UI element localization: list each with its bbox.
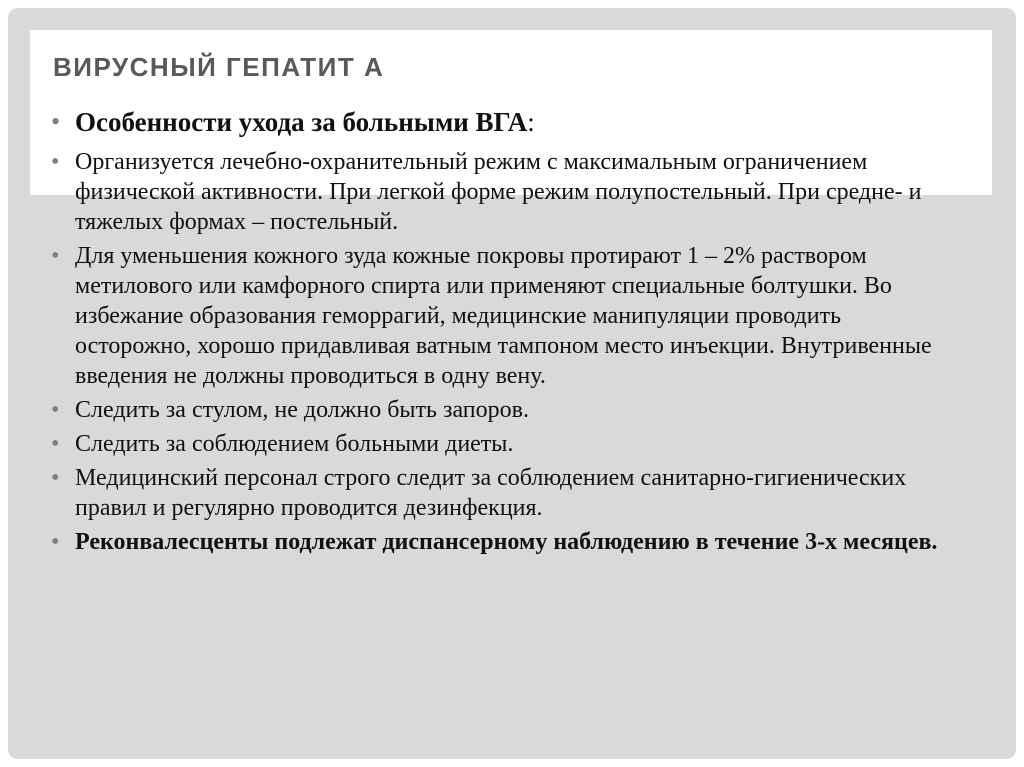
item-text: Медицинский персонал строго следит за соблюдением санитарно-гигиенических правил и регулярно проводится дезинфекция. (75, 465, 907, 521)
bullet-icon: • (51, 431, 60, 457)
bullet-heading (49, 105, 959, 139)
heading-suffix: : (527, 107, 535, 137)
bullet-item-skin-care (49, 241, 959, 391)
slide-title: ВИРУСНЫЙ ГЕПАТИТ А (53, 52, 385, 82)
bullet-icon: • (51, 529, 60, 555)
slide-content (49, 105, 959, 561)
bullet-item-regime (49, 147, 959, 237)
bullet-item-hygiene (49, 463, 959, 523)
item-text: Для уменьшения кожного зуда кожные покровы протирают 1 – 2% раствором метилового или камфорного спирта или применяют специальные болтушки. Во избежание образования геморрагий, медицинские манипуляции проводить осторожно, хорошо придавливая ватным тампоном место инъекции. Внутривенные введения не должны проводиться в одну вену. (75, 243, 932, 389)
heading-text: Особенности ухода за больными ВГА (75, 107, 528, 137)
item-text: Реконвалесценты подлежат диспансерному наблюдению в течение 3-х месяцев. (75, 529, 938, 555)
bullet-item-diet (49, 429, 959, 459)
bullet-icon: • (51, 149, 60, 175)
bullet-icon: • (51, 243, 60, 269)
item-text: Следить за соблюдением больными диеты. (75, 431, 514, 457)
bullet-icon: • (51, 397, 60, 423)
bullet-icon: • (51, 107, 61, 136)
bullet-item-stool (49, 395, 959, 425)
item-text: Следить за стулом, не должно быть запоров. (75, 397, 529, 423)
bullet-icon: • (51, 465, 60, 491)
item-text: Организуется лечебно-охранительный режим с максимальным ограничением физической активности. При легкой форме режим полупостельный. При средне- и тяжелых формах – постельный. (75, 149, 922, 235)
bullet-item-followup (49, 527, 959, 557)
